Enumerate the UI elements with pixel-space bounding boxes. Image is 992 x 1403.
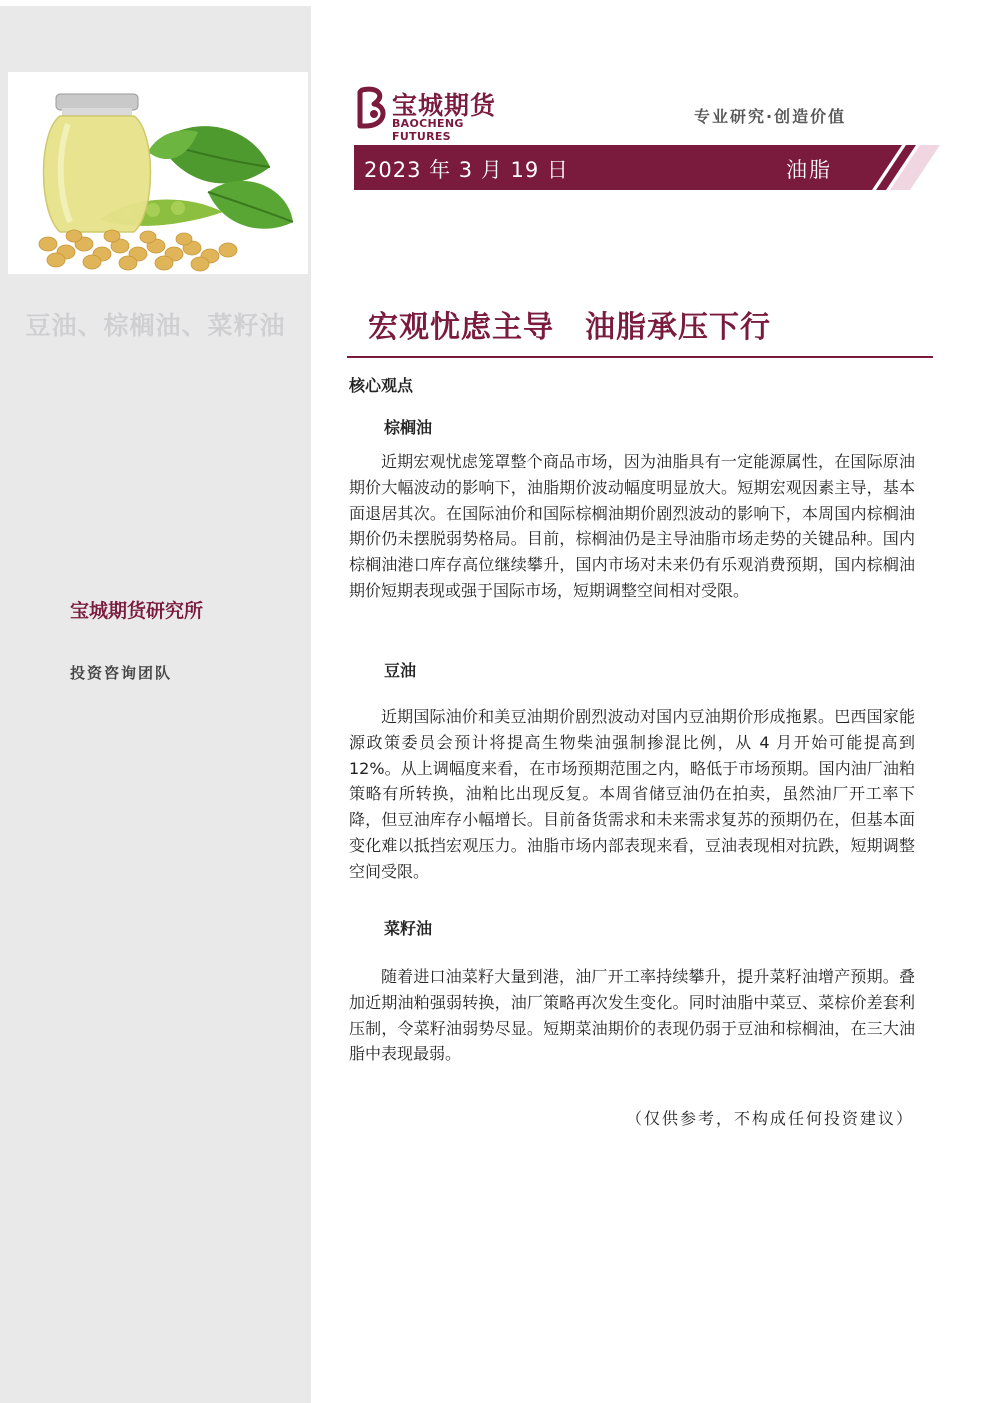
cover-image	[8, 72, 308, 274]
logo-text-en: BAOCHENG FUTURES	[392, 117, 464, 143]
company-logo	[354, 86, 524, 143]
section-text-soybean-oil: 近期国际油价和美豆油期价剧烈波动对国内豆油期价形成拖累。巴西国家能源政策委员会预计将提高生物柴油强制掺混比例，从 4 月开始可能提高到 12%。从上调幅度来看，在市场预期范围之内，略低于市场预期。国内油厂油粕策略有所转换，油粕比出现反复。本周省储豆油仍在拍卖，虽然油厂开工率下降，但豆油库存小幅增长。目前备货需求和未来需求复苏的预期仍在，但基本面变化难以抵挡宏观压力。油脂市场内部表现来看，豆油表现相对抗跌，短期调整空间受限。	[349, 707, 915, 881]
page-title: 宏观忧虑主导 油脂承压下行	[368, 310, 771, 345]
sidebar-team: 投资咨询团队	[70, 664, 173, 682]
section-heading-palm-oil: 棕榈油	[384, 418, 433, 437]
oil-jar-soybean-illustration	[8, 72, 308, 274]
logo-text-cn: 宝城期货	[392, 91, 497, 120]
section-text-rapeseed-oil: 随着进口油菜籽大量到港，油厂开工率持续攀升，提升菜籽油增产预期。叠加近期油粕强弱转换，油厂策略再次发生变化。同时油脂中菜豆、菜棕价差套利压制，令菜籽油弱势尽显。短期菜油期价的表现仍弱于豆油和棕榈油，在三大油脂中表现最弱。	[349, 967, 915, 1064]
sidebar-institute: 宝城期货研究所	[70, 600, 204, 622]
sidebar	[0, 0, 311, 1403]
sidebar-top-strip	[0, 0, 311, 6]
section-heading-soybean-oil: 豆油	[384, 661, 417, 680]
section-heading-rapeseed-oil: 菜籽油	[384, 919, 433, 938]
title-divider	[347, 356, 933, 358]
disclaimer: （仅供参考，不构成任何投资建议）	[625, 1109, 914, 1128]
report-date: 2023 年 3 月 19 日	[364, 158, 569, 182]
slogan: 专业研究·创造价值	[694, 107, 847, 126]
date-banner	[354, 145, 940, 190]
section-text-palm-oil: 近期宏观忧虑笼罩整个商品市场，因为油脂具有一定能源属性，在国际原油期价大幅波动的影响下，油脂期价波动幅度明显放大。短期宏观因素主导，基本面退居其次。在国际油价和国际棕榈油期价剧烈波动的影响下，本周国内棕榈油期价仍未摆脱弱势格局。目前，棕榈油仍是主导油脂市场走势的关键品种。国内棕榈油港口库存高位继续攀升，国内市场对未来仍有乐观消费预期，国内棕榈油期价短期表现或强于国际市场，短期调整空间相对受限。	[349, 452, 915, 600]
report-category: 油脂	[786, 158, 832, 182]
logo-mark-icon	[354, 86, 388, 130]
sidebar-subject: 豆油、棕榈油、菜籽油	[25, 311, 286, 340]
core-view-heading: 核心观点	[349, 376, 414, 395]
